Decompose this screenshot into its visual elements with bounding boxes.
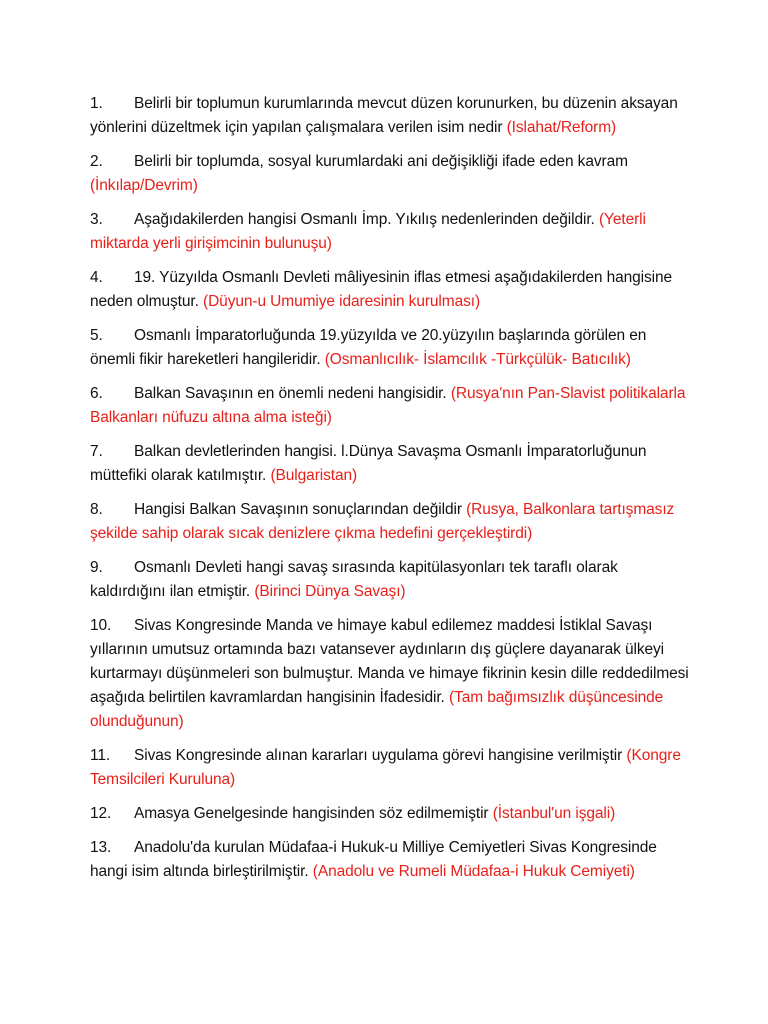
answer-text: (Birinci Dünya Savaşı) [254, 583, 406, 600]
question-text: Balkan devletlerinden hangisi. l.Dünya Savaşma Osmanlı İmparatorluğunun müttefiki olarak katılmıştır. [90, 443, 647, 484]
question-item [90, 556, 690, 604]
question-item [90, 744, 690, 792]
answer-text: (İnkılap/Devrim) [90, 177, 198, 194]
question-item [90, 266, 690, 314]
question-item [90, 150, 690, 198]
question-item [90, 440, 690, 488]
question-number: 2. [90, 153, 103, 170]
answer-text: (Tam bağımsızlık düşüncesinde olunduğunun) [90, 689, 664, 730]
question-text: Anadolu'da kurulan Müdafaa-i Hukuk-u Milliye Cemiyetleri Sivas Kongresinde hangi isim altında birleştirilmiştir. [90, 839, 657, 880]
answer-text: (Osmanlıcılık- İslamcılık -Türkçülük- Batıcılık) [324, 351, 631, 368]
question-text: Sivas Kongresinde Manda ve himaye kabul edilemez maddesi İstiklal Savaşı yıllarının umutsuz ortamında bazı vatansever aydınların dış güçlere dayanarak ülkeyi kurtarmayı düşünmeleri son bulmuştur. Manda ve himaye fikrinin kesin dille reddedilmesi aşağıda belirtilen kavramlardan hangisinin İfadesidir. [90, 617, 689, 706]
question-number: 1. [90, 95, 103, 112]
question-number: 6. [90, 385, 103, 402]
answer-text: (Anadolu ve Rumeli Müdafaa-i Hukuk Cemiyeti) [312, 863, 635, 880]
question-item [90, 498, 690, 546]
question-number: 9. [90, 559, 103, 576]
answer-text: (Düyun-u Umumiye idaresinin kurulması) [203, 293, 481, 310]
question-text: Osmanlı Devleti hangi savaş sırasında kapitülasyonları tek taraflı olarak kaldırdığını ilan etmiştir. [90, 559, 618, 600]
question-number: 5. [90, 327, 103, 344]
question-number: 7. [90, 443, 103, 460]
question-text: Aşağıdakilerden hangisi Osmanlı İmp. Yıkılış nedenlerinden değildir. [134, 211, 595, 228]
question-item [90, 324, 690, 372]
answer-text: (İstanbul'un işgali) [492, 805, 616, 822]
question-number: 4. [90, 269, 103, 286]
question-number: 10. [90, 617, 112, 634]
question-text: Sivas Kongresinde alınan kararları uygulama görevi hangisine verilmiştir [134, 747, 623, 764]
question-text: Hangisi Balkan Savaşının sonuçlarından değildir [134, 501, 462, 518]
question-text: Osmanlı İmparatorluğunda 19.yüzyılda ve 20.yüzyılın başlarında görülen en önemli fikir hareketleri hangileridir. [90, 327, 647, 368]
question-text: 19. Yüzyılda Osmanlı Devleti mâliyesinin iflas etmesi aşağıdakilerden hangisine neden olmuştur. [90, 269, 673, 310]
question-text: Amasya Genelgesinde hangisinden söz edilmemiştir [134, 805, 489, 822]
document-page [90, 92, 690, 894]
question-item [90, 614, 690, 734]
question-item [90, 802, 690, 826]
question-number: 12. [90, 805, 112, 822]
question-item [90, 92, 690, 140]
answer-text: (Rusya'nın Pan-Slavist politikalarla Balkanları nüfuzu altına alma isteği) [90, 385, 686, 426]
answer-text: (Kongre Temsilcileri Kuruluna) [90, 747, 681, 788]
answer-text: (Yeterli miktarda yerli girişimcinin bulunuşu) [90, 211, 646, 252]
question-number: 11. [90, 747, 111, 764]
question-number: 13. [90, 839, 112, 856]
question-text: Belirli bir toplumun kurumlarında mevcut düzen korunurken, bu düzenin aksayan yönlerini düzeltmek için yapılan çalışmalara verilen isim nedir [90, 95, 678, 136]
question-text: Balkan Savaşının en önemli nedeni hangisidir. [134, 385, 447, 402]
answer-text: (Rusya, Balkonlara tartışmasız şekilde sahip olarak sıcak denizlere çıkma hedefini gerçekleştirdi) [90, 501, 675, 542]
question-item [90, 382, 690, 430]
question-item [90, 208, 690, 256]
question-item [90, 836, 690, 884]
question-number: 8. [90, 501, 103, 518]
answer-text: (Bulgaristan) [270, 467, 358, 484]
question-text: Belirli bir toplumda, sosyal kurumlardaki ani değişikliği ifade eden kavram [134, 153, 628, 170]
question-number: 3. [90, 211, 103, 228]
answer-text: (Islahat/Reform) [506, 119, 617, 136]
